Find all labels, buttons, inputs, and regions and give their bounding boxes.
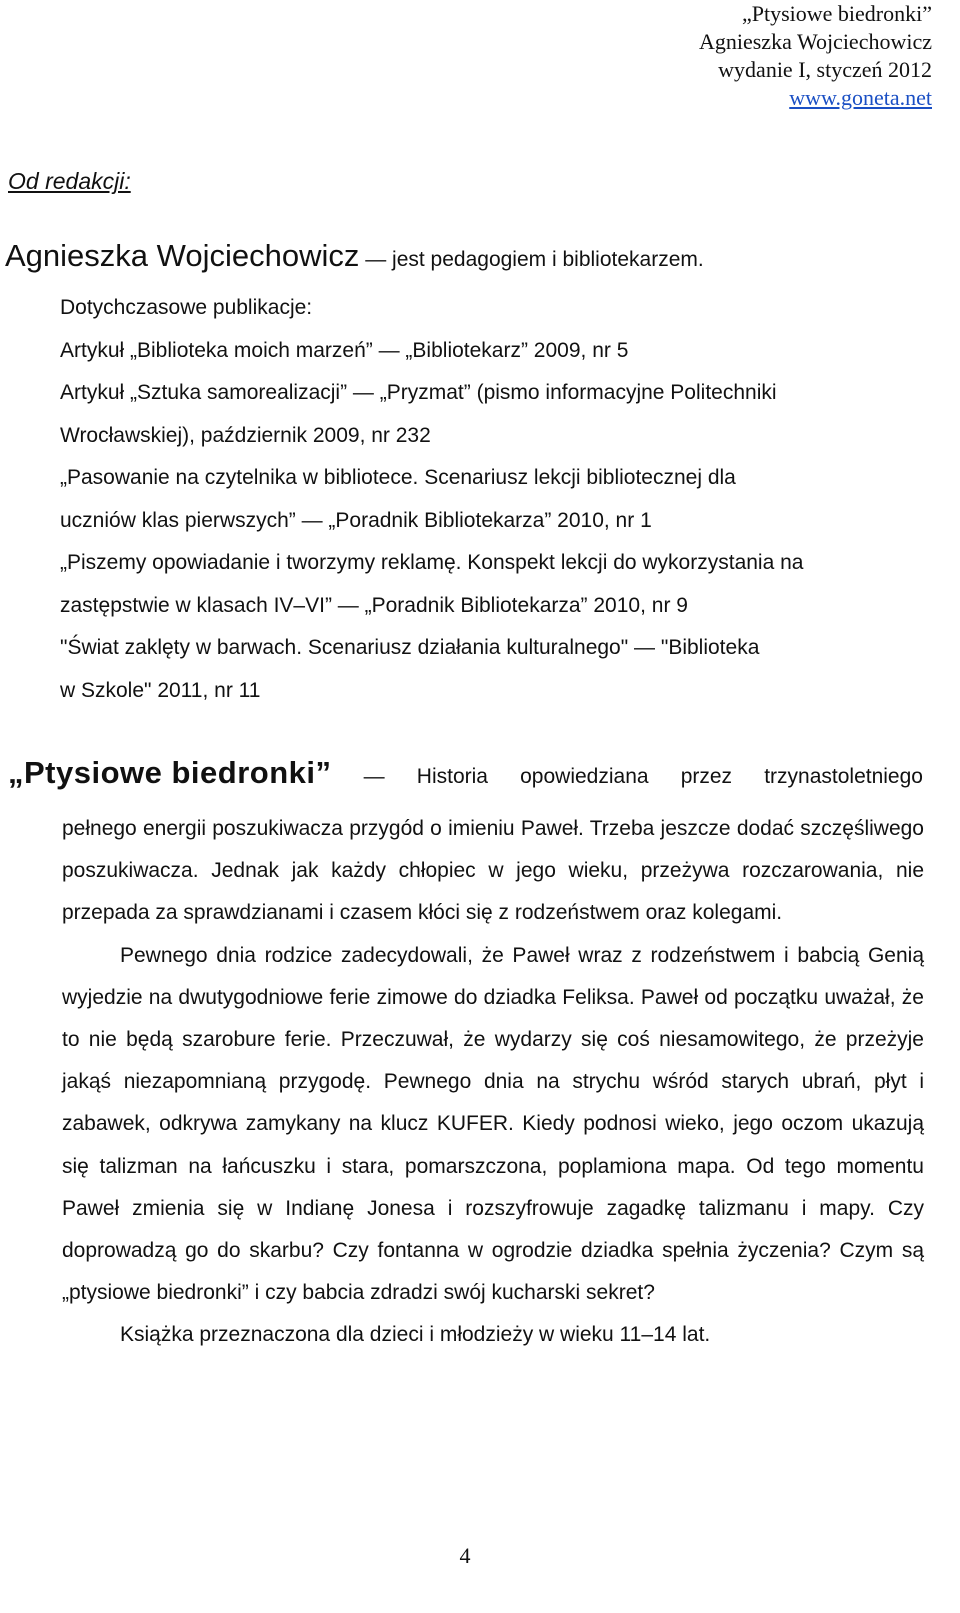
book-title: „Ptysiowe biedronki” <box>8 755 332 790</box>
header-edition: wydanie I, styczeń 2012 <box>718 57 932 82</box>
header-website-link[interactable]: www.goneta.net <box>789 85 932 110</box>
author-bio <box>5 238 704 274</box>
description-paragraph: pełnego energii poszukiwacza przygód o imieniu Paweł. Trzeba jeszcze dodać szczęśliwego poszukiwacza. Jednak jak każdy chłopiec w jego wieku, przeżywa rozczarowania, nie przepada za sprawdzianami i czasem kłóci się z rodzeństwem oraz kolegami. <box>62 817 924 925</box>
publication-line: Wrocławskiej), październik 2009, nr 232 <box>60 423 431 447</box>
title-line-word: trzynastoletniego <box>764 765 923 788</box>
page-number: 4 <box>459 1543 471 1568</box>
publication-line: "Świat zaklęty w barwach. Scenariusz działania kulturalnego" — "Biblioteka <box>60 636 760 659</box>
publication-line: „Pasowanie na czytelnika w bibliotece. Scenariusz lekcji bibliotecznej dla <box>60 466 736 489</box>
title-line-word: opowiedziana <box>520 765 649 788</box>
publication-line: w Szkole" 2011, nr 11 <box>60 678 261 702</box>
header-author: Agnieszka Wojciechowicz <box>698 29 932 54</box>
author-description: — jest pedagogiem i bibliotekarzem. <box>365 248 704 271</box>
book-title-line <box>8 755 923 791</box>
publication-line: „Piszemy opowiadanie i tworzymy reklamę. Konspekt lekcji do wykorzystania na <box>60 551 804 574</box>
publication-line: Artykuł „Sztuka samorealizacji” — „Pryzmat” (pismo informacyjne Politechniki <box>60 381 777 404</box>
header-book-title: „Ptysiowe biedronki” <box>741 1 932 26</box>
author-name: Agnieszka Wojciechowicz <box>5 238 360 273</box>
publication-line: Artykuł „Biblioteka moich marzeń” — „Bibliotekarz” 2009, nr 5 <box>60 338 629 362</box>
page-header <box>699 0 932 112</box>
publication-line: zastępstwie w klasach IV–VI” — „Poradnik Bibliotekarza” 2010, nr 9 <box>60 593 688 617</box>
publications-heading: Dotychczasowe publikacje: <box>60 296 313 319</box>
publication-line: uczniów klas pierwszych” — „Poradnik Bibliotekarza” 2010, nr 1 <box>60 508 652 532</box>
target-audience: Książka przeznaczona dla dzieci i młodzieży w wieku 11–14 lat. <box>120 1323 711 1347</box>
book-description <box>62 808 924 1357</box>
editorial-label: Od redakcji: <box>8 168 131 194</box>
title-line-word: przez <box>680 765 733 788</box>
publications-list <box>60 287 940 712</box>
title-line-word: Historia <box>416 765 488 788</box>
title-dash: — <box>363 765 385 788</box>
description-paragraph: Pewnego dnia rodzice zadecydowali, że Paweł wraz z rodzeństwem i babcią Genią wyjedzie na dwutygodniowe ferie zimowe do dziadka Feliksa. Paweł od początku uważał, że to nie będą szarobure ferie. Przeczuwał, że wydarzy się coś niesamowitego, że przeżyje jakąś niezapomnianą przygodę. Pewnego dnia na strychu wśród starych ubrań, płyt i zabawek, odkrywa zamykany na klucz KUFER. Kiedy podnosi wieko, jego oczom ukazują się talizman na łańcuszku i stara, pomarszczona, poplamiona mapa. Od tego momentu Paweł zmienia się w Indianę Jonesa i rozszyfrowuje zagadkę talizmanu i mapy. Czy doprowadzą go do skarbu? Czy fontanna w ogrodzie dziadka spełnia życzenia? Czym są „ptysiowe biedronki” i czy babcia zdradzi swój kucharski sekret? <box>62 943 924 1305</box>
